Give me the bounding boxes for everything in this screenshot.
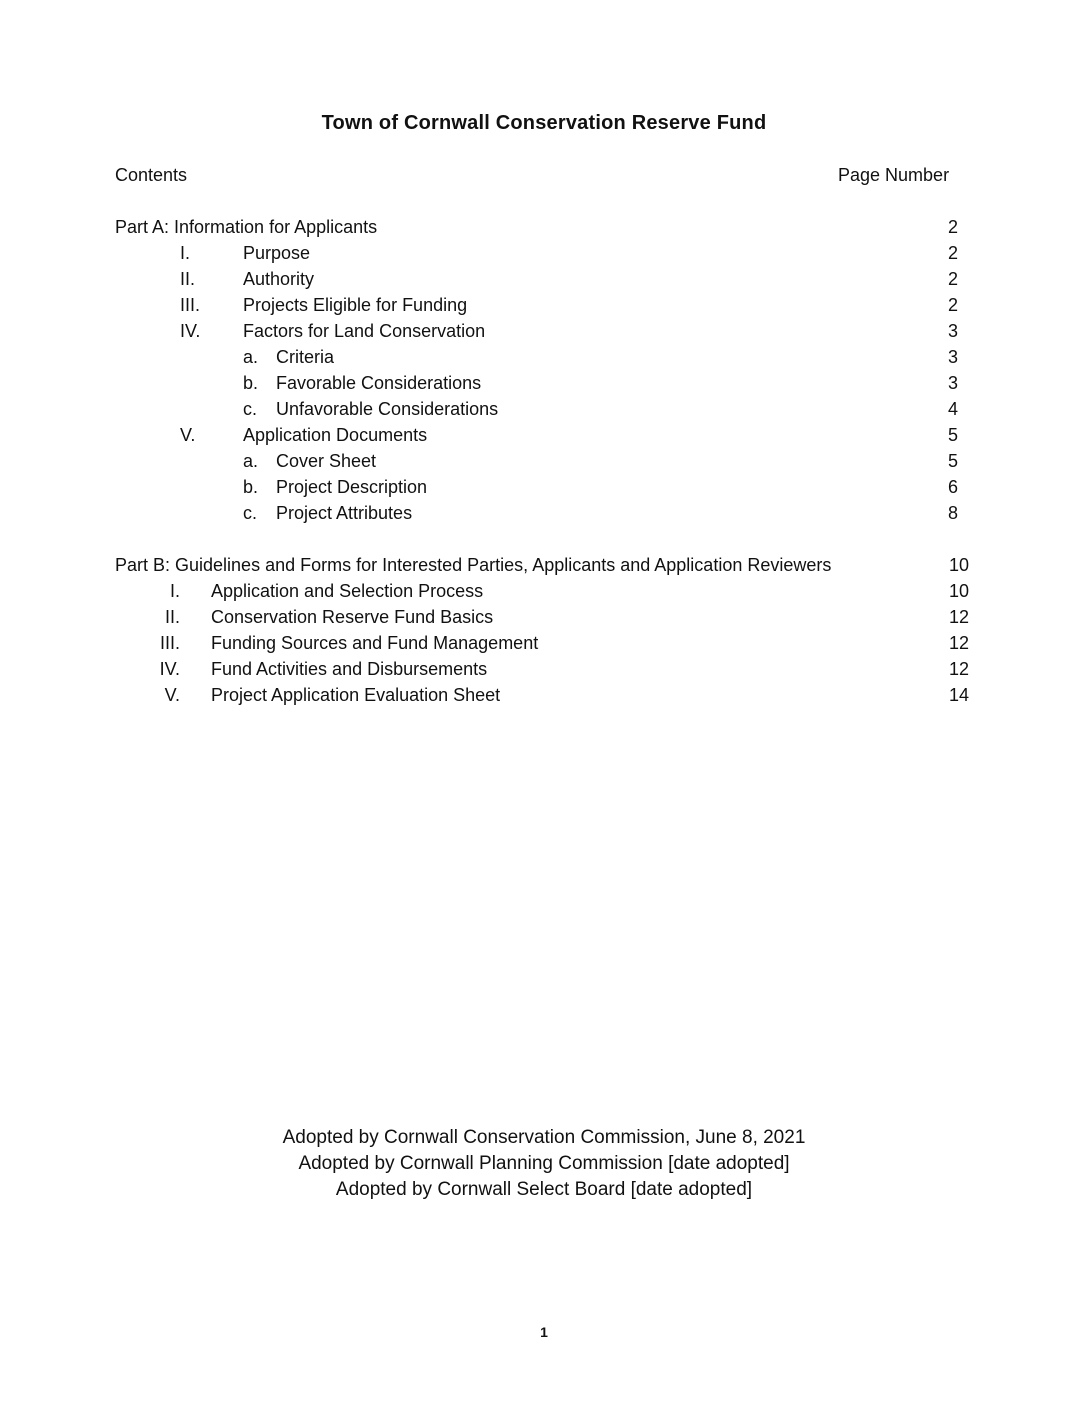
toc-num: IV. [180,321,201,341]
toc-num: II. [164,607,180,627]
toc-num: I. [180,243,191,263]
toc-page: 5 [947,451,958,471]
toc-num: II. [180,269,196,289]
toc-page: 3 [947,373,958,393]
toc-page: 10 [948,581,969,601]
toc-entry-factors: Factors for Land Conservation [243,321,486,341]
toc-page: 6 [947,477,958,497]
part-a-heading: Part A: Information for Applicants [115,217,378,237]
toc-entry-evaluation-sheet: Project Application Evaluation Sheet [211,685,501,705]
toc-page: 14 [948,685,969,705]
toc-num: III. [180,295,201,315]
toc-entry-cover-sheet: Cover Sheet [276,451,377,471]
part-a-page: 2 [947,217,958,237]
toc-entry-fund-activities: Fund Activities and Disbursements [211,659,488,679]
page-number-label: Page Number [838,165,950,185]
toc-entry-funding-sources: Funding Sources and Fund Management [211,633,539,653]
toc-entry-fund-basics: Conservation Reserve Fund Basics [211,607,494,627]
toc-page: 2 [947,243,958,263]
adoption-select-board: Adopted by Cornwall Select Board [date adopted] [335,1179,753,1200]
toc-page: 12 [948,659,969,679]
toc-num: V. [164,685,180,705]
toc-num: IV. [159,659,180,679]
toc-entry-projects-eligible: Projects Eligible for Funding [243,295,468,315]
toc-page: 12 [948,607,969,627]
toc-page: 12 [948,633,969,653]
toc-subnum: b. [243,373,259,393]
toc-subnum: c. [243,503,258,523]
toc-num: III. [159,633,180,653]
toc-entry-project-attributes: Project Attributes [276,503,413,523]
part-b-page: 10 [948,555,969,575]
toc-entry-unfavorable: Unfavorable Considerations [276,399,499,419]
toc-num: I. [169,581,180,601]
adoption-conservation-commission: Adopted by Cornwall Conservation Commission, June 8, 2021 [282,1127,806,1148]
document-title: Town of Cornwall Conservation Reserve Fund [321,112,767,134]
toc-page: 2 [947,295,958,315]
toc-entry-favorable: Favorable Considerations [276,373,482,393]
toc-entry-purpose: Purpose [243,243,311,263]
toc-page: 3 [947,321,958,341]
toc-entry-project-description: Project Description [276,477,428,497]
toc-entry-application-documents: Application Documents [243,425,428,445]
adoption-planning-commission: Adopted by Cornwall Planning Commission [date adopted] [298,1153,790,1174]
toc-subnum: c. [243,399,258,419]
page-footer-number: 1 [540,1324,548,1340]
toc-subnum: a. [243,451,259,471]
contents-label: Contents [115,165,188,185]
part-b-heading: Part B: Guidelines and Forms for Interested Parties, Applicants and Application Reviewers [115,555,832,575]
toc-page: 3 [947,347,958,367]
toc-subnum: b. [243,477,259,497]
toc-entry-criteria: Criteria [276,347,335,367]
toc-page: 2 [947,269,958,289]
toc-entry-application-selection: Application and Selection Process [211,581,484,601]
toc-num: V. [180,425,196,445]
toc-entry-authority: Authority [243,269,315,289]
toc-page: 8 [947,503,958,523]
toc-page: 4 [947,399,958,419]
toc-page: 5 [947,425,958,445]
toc-subnum: a. [243,347,259,367]
